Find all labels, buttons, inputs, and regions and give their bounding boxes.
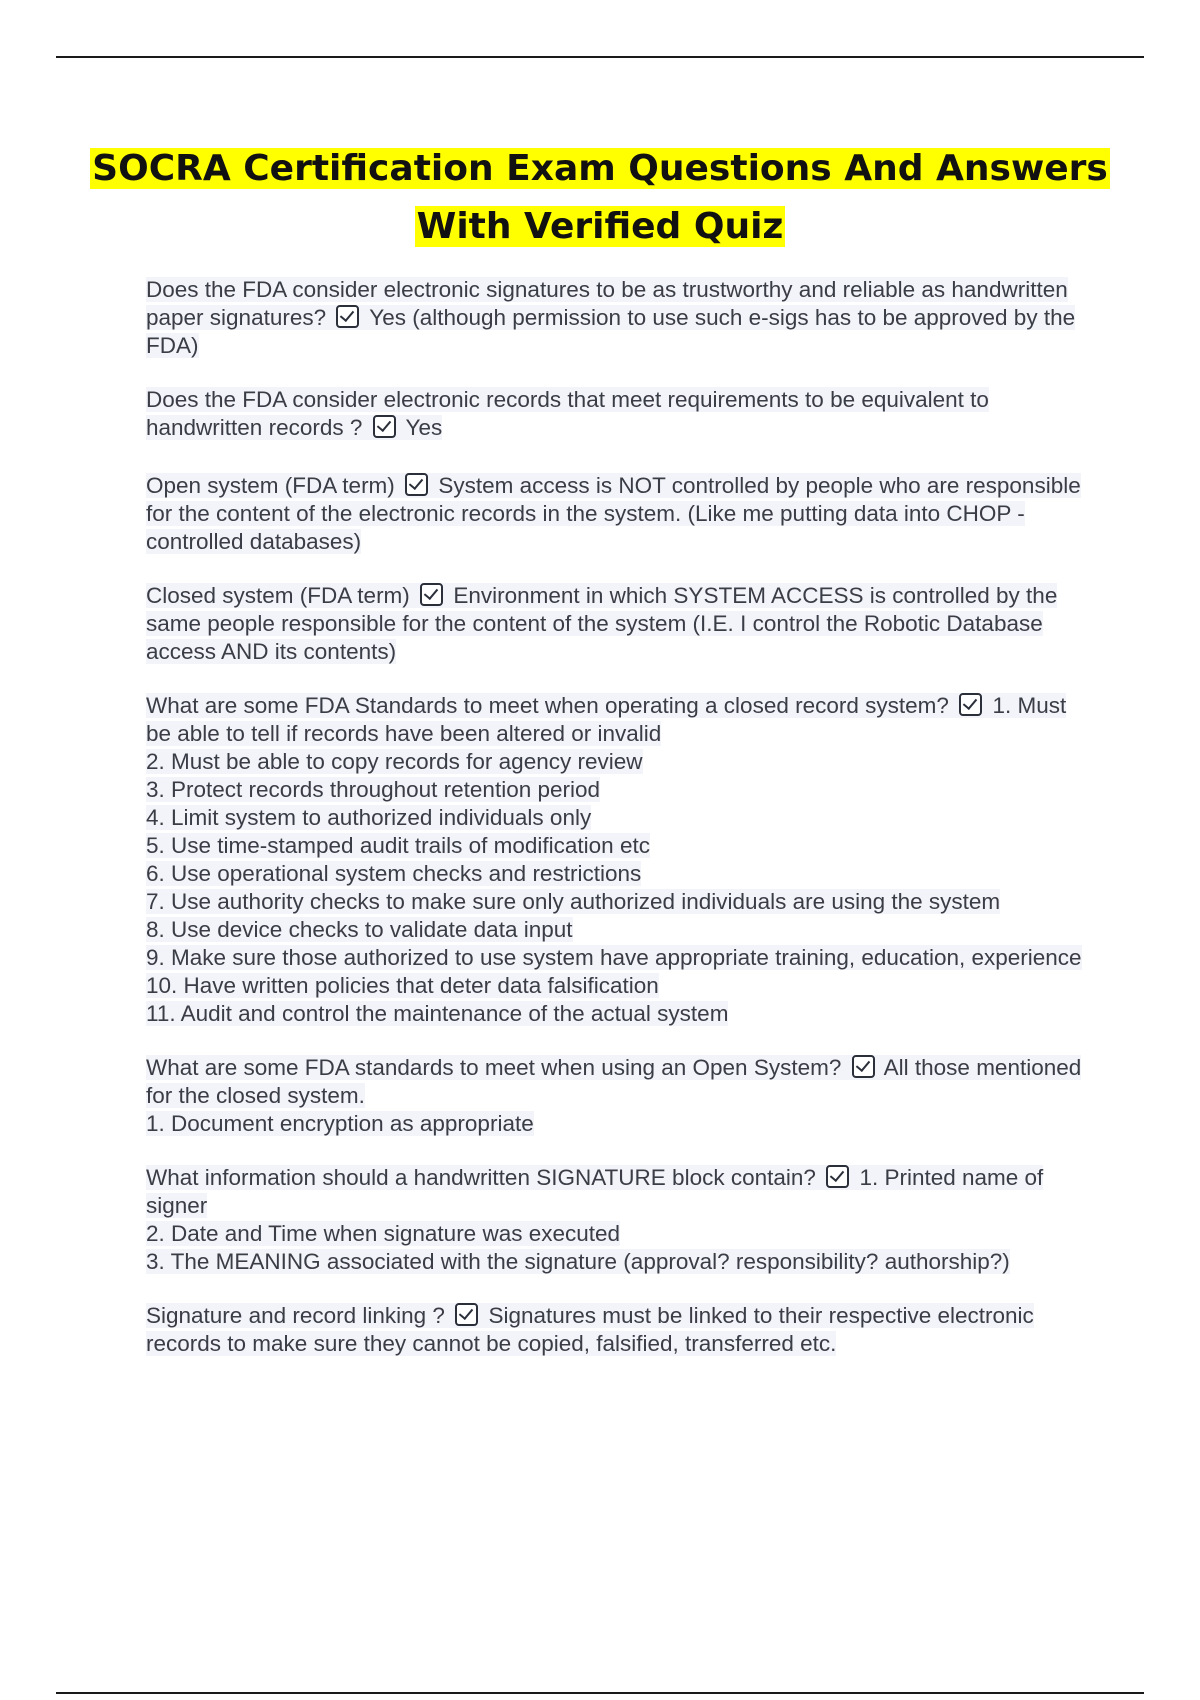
checkbox-checked-icon [420, 583, 443, 606]
list-item: 1. Document encryption as appropriate [146, 1111, 534, 1136]
answer-text: All those mentioned for the closed system. [146, 1055, 1082, 1108]
question-text: What are some FDA Standards to meet when operating a closed record system? [146, 693, 949, 718]
list-item: 9. Make sure those authorized to use system have appropriate training, education, experience [146, 945, 1082, 970]
qa-item [146, 582, 1096, 666]
qa-item [146, 692, 1096, 1028]
bottom-rule [56, 1692, 1144, 1694]
top-rule [56, 56, 1144, 58]
list-item: 2. Date and Time when signature was executed [146, 1221, 621, 1246]
question-text: Does the FDA consider electronic records that meet requirements to be equivalent to handwritten records ? [146, 387, 989, 440]
answer-text: Yes [405, 415, 443, 440]
list-item: 11. Audit and control the maintenance of the actual system [146, 1001, 729, 1026]
question-text: Signature and record linking ? [146, 1303, 445, 1328]
qa-item [146, 472, 1096, 556]
checkbox-checked-icon [852, 1055, 875, 1078]
question-text: What information should a handwritten SIGNATURE block contain? [146, 1165, 816, 1190]
checkbox-checked-icon [336, 305, 359, 328]
qa-item [146, 1054, 1096, 1138]
list-item: 10. Have written policies that deter data falsification [146, 973, 659, 998]
document-title [0, 140, 1200, 256]
question-text: What are some FDA standards to meet when using an Open System? [146, 1055, 842, 1080]
answer-text: Yes (although permission to use such e-sigs has to be approved by the FDA) [146, 305, 1076, 358]
qa-item [146, 1302, 1096, 1358]
list-item: 7. Use authority checks to make sure only authorized individuals are using the system [146, 889, 1001, 914]
checkbox-checked-icon [405, 473, 428, 496]
question-text: Open system (FDA term) [146, 473, 395, 498]
answer-text: Signatures must be linked to their respective electronic records to make sure they cannot be copied, falsified, transferred etc. [146, 1303, 1034, 1356]
checkbox-checked-icon [455, 1303, 478, 1326]
list-item: 2. Must be able to copy records for agency review [146, 749, 643, 774]
question-text: Closed system (FDA term) [146, 583, 410, 608]
title-line-1: SOCRA Certification Exam Questions And Answers [92, 148, 1108, 189]
answer-text: Environment in which SYSTEM ACCESS is controlled by the same people responsible for the content of the system (I.E. I control the Robotic Database access AND its contents) [146, 583, 1058, 664]
checkbox-checked-icon [959, 693, 982, 716]
qa-item [146, 1164, 1096, 1276]
checkbox-checked-icon [373, 415, 396, 438]
list-item: 4. Limit system to authorized individuals only [146, 805, 592, 830]
qa-item [146, 276, 1096, 360]
question-text: Does the FDA consider electronic signatures to be as trustworthy and reliable as handwritten paper signatures? [146, 277, 1068, 330]
title-line-2: With Verified Quiz [416, 206, 784, 247]
list-item: 3. Protect records throughout retention period [146, 777, 601, 802]
list-item: 8. Use device checks to validate data input [146, 917, 573, 942]
answer-text: 1. Must be able to tell if records have been altered or invalid [146, 693, 1067, 746]
qa-list [146, 276, 1096, 1384]
answer-text: System access is NOT controlled by people who are responsible for the content of the electronic records in the system. (Like me putting data into CHOP - controlled databases) [146, 473, 1081, 554]
qa-item [146, 386, 1096, 442]
list-item: 5. Use time-stamped audit trails of modification etc [146, 833, 650, 858]
checkbox-checked-icon [826, 1165, 849, 1188]
list-item: 3. The MEANING associated with the signature (approval? responsibility? authorship?) [146, 1249, 1010, 1274]
answer-text: 1. Printed name of signer [146, 1165, 1044, 1218]
list-item: 6. Use operational system checks and restrictions [146, 861, 642, 886]
